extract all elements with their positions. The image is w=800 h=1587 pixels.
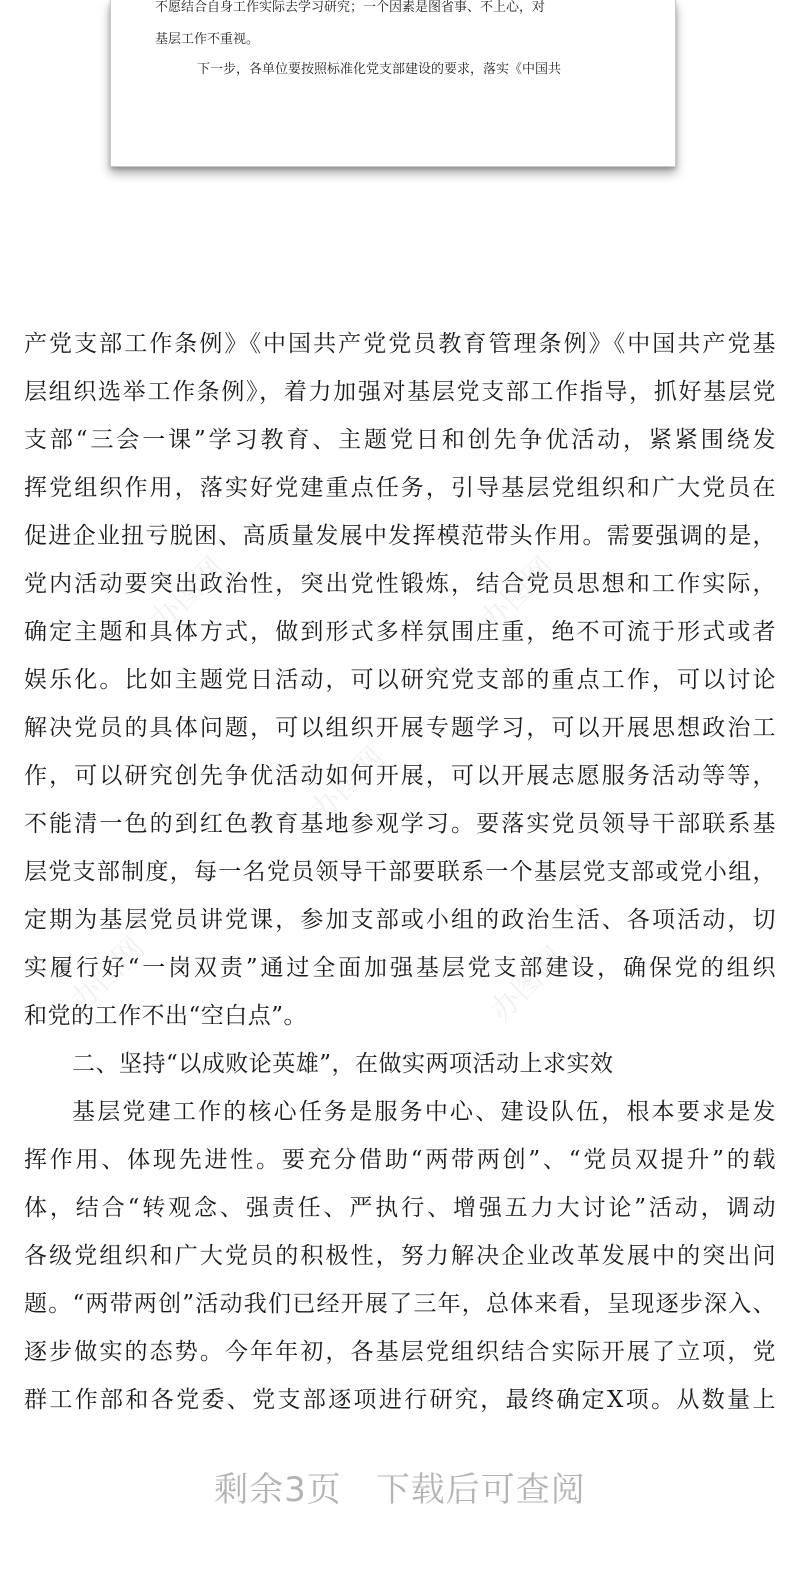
body-line: 和党的工作不出“空白点”。 xyxy=(24,1003,308,1029)
body-line: 逐步做实的态势。今年年初，各基层党组织结合实际开展了立项，党 xyxy=(24,1339,776,1365)
body-line: 层党支部制度，每一名党员领导干部要联系一个基层党支部或党小组， xyxy=(24,859,776,885)
body-line: 解决党员的具体问题，可以组织开展专题学习，可以开展思想政治工 xyxy=(24,715,776,741)
remaining-pages-banner[interactable] xyxy=(0,1462,800,1511)
download-hint-label: 下载后可查阅 xyxy=(375,1470,586,1510)
body-line: 群工作部和各党委、党支部逐项进行研究，最终确定X项。从数量上 xyxy=(24,1387,776,1413)
body-line: 体，结合“转观念、强责任、严执行、增强五力大讨论”活动，调动 xyxy=(24,1195,776,1221)
watermark: 办图网 xyxy=(63,930,152,1019)
body-line: 产党支部工作条例》《中国共产党党员教育管理条例》《中国共产党基 xyxy=(24,331,776,357)
section-heading: 二、坚持“以成败论英雄”，在做实两项活动上求实效 xyxy=(72,1051,614,1077)
body-line: 娱乐化。比如主题党日活动，可以研究党支部的重点工作，可以讨论 xyxy=(24,667,776,693)
body-line: 层组织选举工作条例》，着力加强对基层党支部工作指导，抓好基层党 xyxy=(24,379,776,405)
preview-line: 基层工作不重视。 xyxy=(155,32,260,47)
watermark: 办图网 xyxy=(143,550,232,639)
body-line: 促进企业扭亏脱困、高质量发展中发挥模范带头作用。需要强调的是， xyxy=(24,523,776,549)
preview-line: 下一步，各单位要按照标准化党支部建设的要求，落实《中国共 xyxy=(197,62,562,77)
body-line: 定期为基层党员讲党课，参加支部或小组的政治生活、各项活动，切 xyxy=(24,907,776,933)
body-line: 各级党组织和广大党员的积极性，努力解决企业改革发展中的突出问 xyxy=(24,1243,776,1269)
remaining-pages-label: 剩余3页 xyxy=(214,1470,342,1510)
preview-line: 不愿结合自身工作实际去学习研究；一个因素是图省事、不上心，对 xyxy=(155,0,546,15)
body-line: 党内活动要突出政治性，突出党性锻炼，结合党员思想和工作实际， xyxy=(24,571,776,597)
body-line: 题。“两带两创”活动我们已经开展了三年，总体来看，呈现逐步深入、 xyxy=(24,1291,776,1317)
body-line: 不能清一色的到红色教育基地参观学习。要落实党员领导干部联系基 xyxy=(24,811,776,837)
body-line: 支部“三会一课”学习教育、主题党日和创先争优活动，紧紧围绕发 xyxy=(24,427,776,453)
document-body xyxy=(24,320,776,1424)
body-line: 挥作用、体现先进性。要充分借助“两带两创”、“党员双提升”的载 xyxy=(24,1147,776,1173)
watermark: 办图网 xyxy=(303,740,392,829)
watermark: 办图网 xyxy=(483,940,572,1029)
watermark: 办图网 xyxy=(473,550,562,639)
body-line: 挥党组织作用，落实好党建重点任务，引导基层党组织和广大党员在 xyxy=(24,475,776,501)
body-line: 作，可以研究创先争优活动如何开展，可以开展志愿服务活动等等， xyxy=(24,763,776,789)
body-line: 实履行好“一岗双责”通过全面加强基层党支部建设，确保党的组织 xyxy=(24,955,776,981)
body-line: 基层党建工作的核心任务是服务中心、建设队伍，根本要求是发 xyxy=(72,1099,776,1125)
body-line: 确定主题和具体方式，做到形式多样氛围庄重，绝不可流于形式或者 xyxy=(24,619,776,645)
previous-page-preview xyxy=(110,0,676,167)
